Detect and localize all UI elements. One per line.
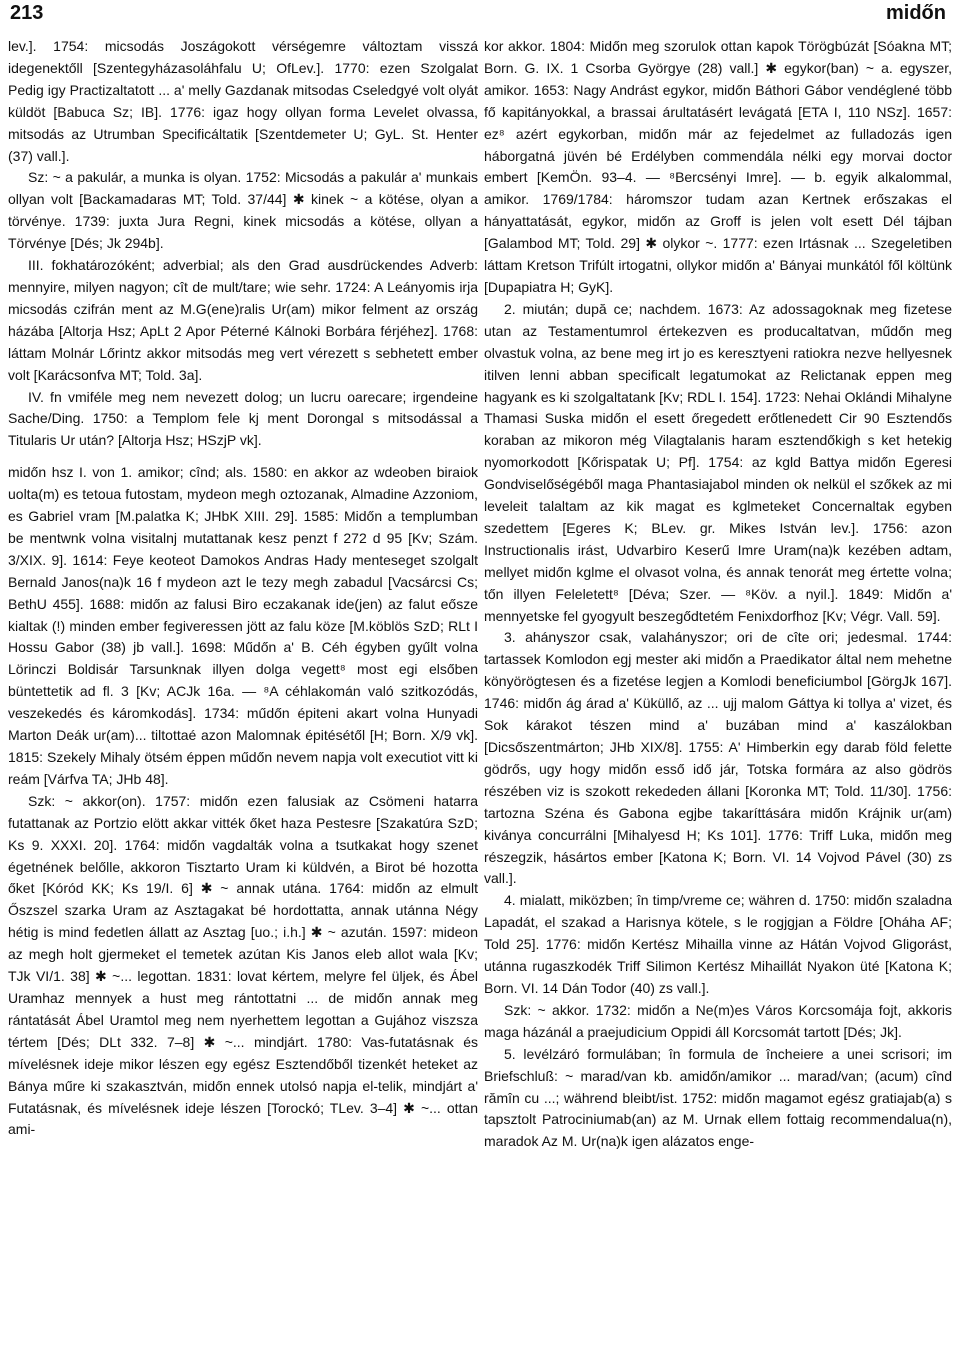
page-header (10, 2, 946, 36)
paragraph: Szk: ~ akkor. 1732: midőn a Ne(m)es Város Korcsomája fojt, akkoris maga házánál a praejudicium Oppidi áll Korcsomát tartott [Dés; Jk]. (484, 1001, 952, 1040)
paragraph: IV. fn vmiféle meg nem nevezett dolog; un lucru oarecare; irgendeine Sache/Ding. 1750: a Templom fele kj ment Dorongal s mitsodással a Titularis Ur után? [Altorja Hsz; HSzjP vk]. (8, 388, 478, 449)
paragraph: 5. levélzáró formulában; în formula de încheiere a unei scrisori; im Briefschluß: ~ marad/van kb. amidőn/amikor ... marad/van; (acum) cînd rămîn cu ...; während bleibt/ist. 1752: midőn magamot egész gratiajab(a) s tapsztolt Patrociniumab(an) az M. Urnak ellem fottaig recommendalua(n), maradok Az M. Ur(na)k igen alázatos enge- (484, 1045, 952, 1150)
entry-midon: midőn hsz I. von 1. amikor; cînd; als. 1580: en akkor az wdeoben biraiok uolta(m) es tetoua futostam, mydeon megh oztozanak, Almadine Azzoniom, es Gabriel vram [M.palatka K; JHbK XIII. 29]. 1585: Midőn a templumban be mentwnk volna visitalnj mutattanak kesz penzt f 272 d 95 [Kv; Szám. 3/XIX. 9]. 1614: Feye keoteot Damokos Andras Hady menteseget szolgalt Bernald Janos(na)k 16 f mydeon azt le tezy megh zabadul [Vacsárcsi Cs; BethU 455]. 1688: midőn az falusi Biro eczakanak ide(jen) az falut eősze kialtak (!) minden ember fegiveressen jött az falu köze [M.köblös SzD; RLt I Hossu Gabor (38) jb vall.]. 1698: Műdőn a' B. Céh égyben gyűlt volna Lörinczi Boldisár Tarsunknak illyen dolga vegett⁸ most egi elsőben büntettetik ad fl. 3 [Kv; ACJk 16a. — ⁸A céhlakomán való szitkozódás, veszekedés és káromkodás]. 1734: műdőn épiteni akart volna Hunyadi Marton Deák ur(am)... tiltottaé azon Malomnak épitésétől [H; Born. X/9 vk]. 1815: Szekely Mihaly ötsém éppen műdőn nevem napja volt executiot vitt ki reám [Várfva TA; JHb 48]. (8, 464, 478, 787)
paragraph: Sz: ~ a pakulár, a munka is olyan. 1752: Micsodás a pakulár a' munkais ollyan volt [Backamadaras MT; Told. 37/44] ✱ kinek ~ a kötése, olyan a törvénye. 1739: juxta Jura Regni, kinek micsodás a kötése, ollyan a Törvénye [Dés; Jk 294b]. (8, 169, 478, 252)
paragraph: kor akkor. 1804: Midőn meg szorulok ottan kapok Törögbúzát [Sóakna MT; Born. G. IX. 1 Csorba Györgye (28) vall.] ✱ egykor(ban) ~ a. egyszer, amikor. 1653: Nagy Andrást egykor, midőn Báthori Gábor vendéglené több fő kapitányokkal, a brassai árultatásért levágatá [ETA I, 110 NSz]. 1657: ez⁸ azért egykorban, midőn már az fejedelmet az fulladozás igen háborgatná jüvén bé Erdélyben commendála nélki egy morvai doctor embert [KemÖn. 93–4. — ⁸Bercsényi Imre]. — b. egyik alkalommal, amikor. 1769/1784: háromszor tudam azan Kertnek erőszakas el hányattatását, egykor, midőn az Groff is jelen volt esett Dél tájban [Galambod MT; Told. 29] ✱ olykor ~. 1777: ezen Irtásnak ... Szegeletiben láttam Kretson Trifúlt irtogatni, ollykor midőn a' Bányai munkától fől költünk [Dupapiatra H; GyK]. (484, 38, 952, 295)
paragraph: 3. ahányszor csak, valahányszor; ori de cîte ori; jedesmal. 1744: tartassek Komlodon egj mester aki midőn a Praedikator által nem mehetne könyörögtesen és a fizetése legjen a Komlodi beneficiumbol [GörgJk 167]. 1746: midőn ág árad a' Küküllő, az ... ujj malom Gáttya ki tollya a' vizet, és Sok kárakot tészen mind a' buzában mind a' kaszálokban [Dicsőszentmárton; JHb XIX/8]. 1755: A' Himberkin egy darab föld felette gödrős, ugy hogy midőn esső idő jár, Totska formára az also gödrös részében viz is szokott rekededen állani [Koronka MT; Told. 11/30]. 1756: tartozna Széna és Gabona egjbe takaríttására midőn Krájnik ur(am) kiványa concurrálni [Mihalyesd H; Ks 101]. 1776: Triff Luka, midőn meg részegzik, hásártos ember [Katona K; Born. VI. 14 Vojvod Pável (30) zs vall.]. (484, 629, 952, 887)
paragraph: Szk: ~ akkor(on). 1757: midőn ezen falusiak az Csömeni hatarra futattanak az Portzio elött akkar vitték őket haza Pestesre [Szakatúra SzD; Ks 9. XXXI. 20]. 1764: midőn vagdalták volna a tsutkakat hogy szenet égetnének belőlle, akkoron Tisztarto Uram ki küldvén, a Birot bé hozotta őket [Kóród KK; Ks 19/I. 6] ✱ ~ annak utána. 1764: midőn az elmult Őszszel szarka Uram az Asztagakat bé hordottatta, annak utánna Négy hétig is mind fedetlen állatt az Asztag [uo.; i.h.] ✱ ~ azután. 1597: mideon az megh holt gjermeket el temetek azútan Kis Janos eleb allot wala [Kv; TJk VI/1. 38] ✱ ~... legottan. 1831: lovat kértem, melyre fel üljek, és Ábel Uramhaz mennyek a hust meg rántottatni ... de midőn annak meg rántatását Ábel Uramtol meg nem nyerhettem legottan a Gujához viszsza tértem [Dés; DLt 332. 7–8] ✱ ~... mindjárt. 1780: Vas-futatásnak és mívelésnek ideje mikor lészen egy egész Esztendőből tizenkét heteket az Bánya műre ki szakasztván, midőn ennek utolsó napja el-telik, mindjárt a' Futatásnak, és mívelésnek ideje lészen [Torockó; TLev. 3–4] ✱ ~... ottan ami- (8, 792, 478, 1138)
running-headword: midőn (886, 2, 946, 24)
right-column (484, 36, 952, 1349)
paragraph: III. fokhatározóként; adverbial; als den Grad ausdrückendes Adverb: mennyire, milyen nagyon; cît de mult/tare; wie sehr. 1724: A Leányomis irja micsodás czifrán ment az M.G(ene)ralis Ur(am) mikor felment az ország házába [Altorja Hsz; ApLt 2 Apor Péterné Kálnoki Borbára férjéhez]. 1768: láttam Molnár Lőrintz akkor mitsodás meg vert vérezett s sebhetett ember volt [Karácsonfva MT; Told. 3a]. (8, 257, 478, 383)
left-column (8, 36, 478, 1349)
paragraph: lev.]. 1754: micsodás Joszágokott vérségemre változtam visszá idegenektőll [Szentegyházasoláhfalu U; OfLev.]. 1770: ezen Szolgalat Pedig igy Practizaltatott ... a' melly Gazdanak mitsodas Cseledgyé volt olyát küldöt [Babuca Sz; IB]. 1776: igaz hogy ollyan forma Levelet olvassa, mitsodás az Utrumban Specificáltatik [Szentdemeter U; GyL. St. Henter (37) vall.]. (8, 38, 478, 164)
page-number: 213 (10, 2, 44, 24)
paragraph: 4. mialatt, miközben; în timp/vreme ce; währen d. 1750: midőn szaladna Lapadát, el szakad a Harisnya kötele, s le rogjgjan a Földre [Oháha AF; Told 25]. 1776: midőn Kertész Mihailla vinne az Hátán Vojvod Gligorást, utánna rugaszkodék Triff Silimon Kertész Mihaillát Nyakon üté [Katona K; Born. VI. 14 Dán Todor (40) zs vall.]. (484, 892, 952, 996)
paragraph: 2. miután; după ce; nachdem. 1673: Az adossagoknak meg fizetese utan az Testamentumrol értekezven es producaltatvan, műdőn meg olvastuk volna, az bene meg irt jo es keresztyeni ratiokra nezve hellyesnek itilven lenni abban specificalt legatumokat az Relictanak eppen meg hagyank es ki szolgaltatank [Kv; RDL I. 154]. 1723: Nehai Oklándi Mihalyne Thamasi Suska midőn el esett őregedett erőtlenedett Cir 90 Esztendős koraban az mikoron még Vilagtalanis haram esztendőkigh s ket hetekig nyomorkodott [Kőrispatak U; Pf]. 1754: az kgld Battya midőn Egeresi Gondviselőségéből maga Phantasiajabol minden ok nelkül el szőkek az mi leveleit talaltam az kik magat es kglmeteket Concernaltak egyben szedettem [Egeres K; BLev. gr. Mikes István lev.]. 1756: azon Instructionalis irást, Udvarbiro Keserű Imre Uram(na)k kezében adtam, mellyet midőn kglme el olvasot volna, és annak tenorát meg értette volna; tőn illyen Feleletett⁸ [Déva; Szer. — ⁸Köv. a nyil.]. 1849: Midőn a' mennyetske fel gyogyult beszegődtetém Fenixdorfhoz [Kv; Végr. Vall. 59]. (484, 300, 952, 624)
